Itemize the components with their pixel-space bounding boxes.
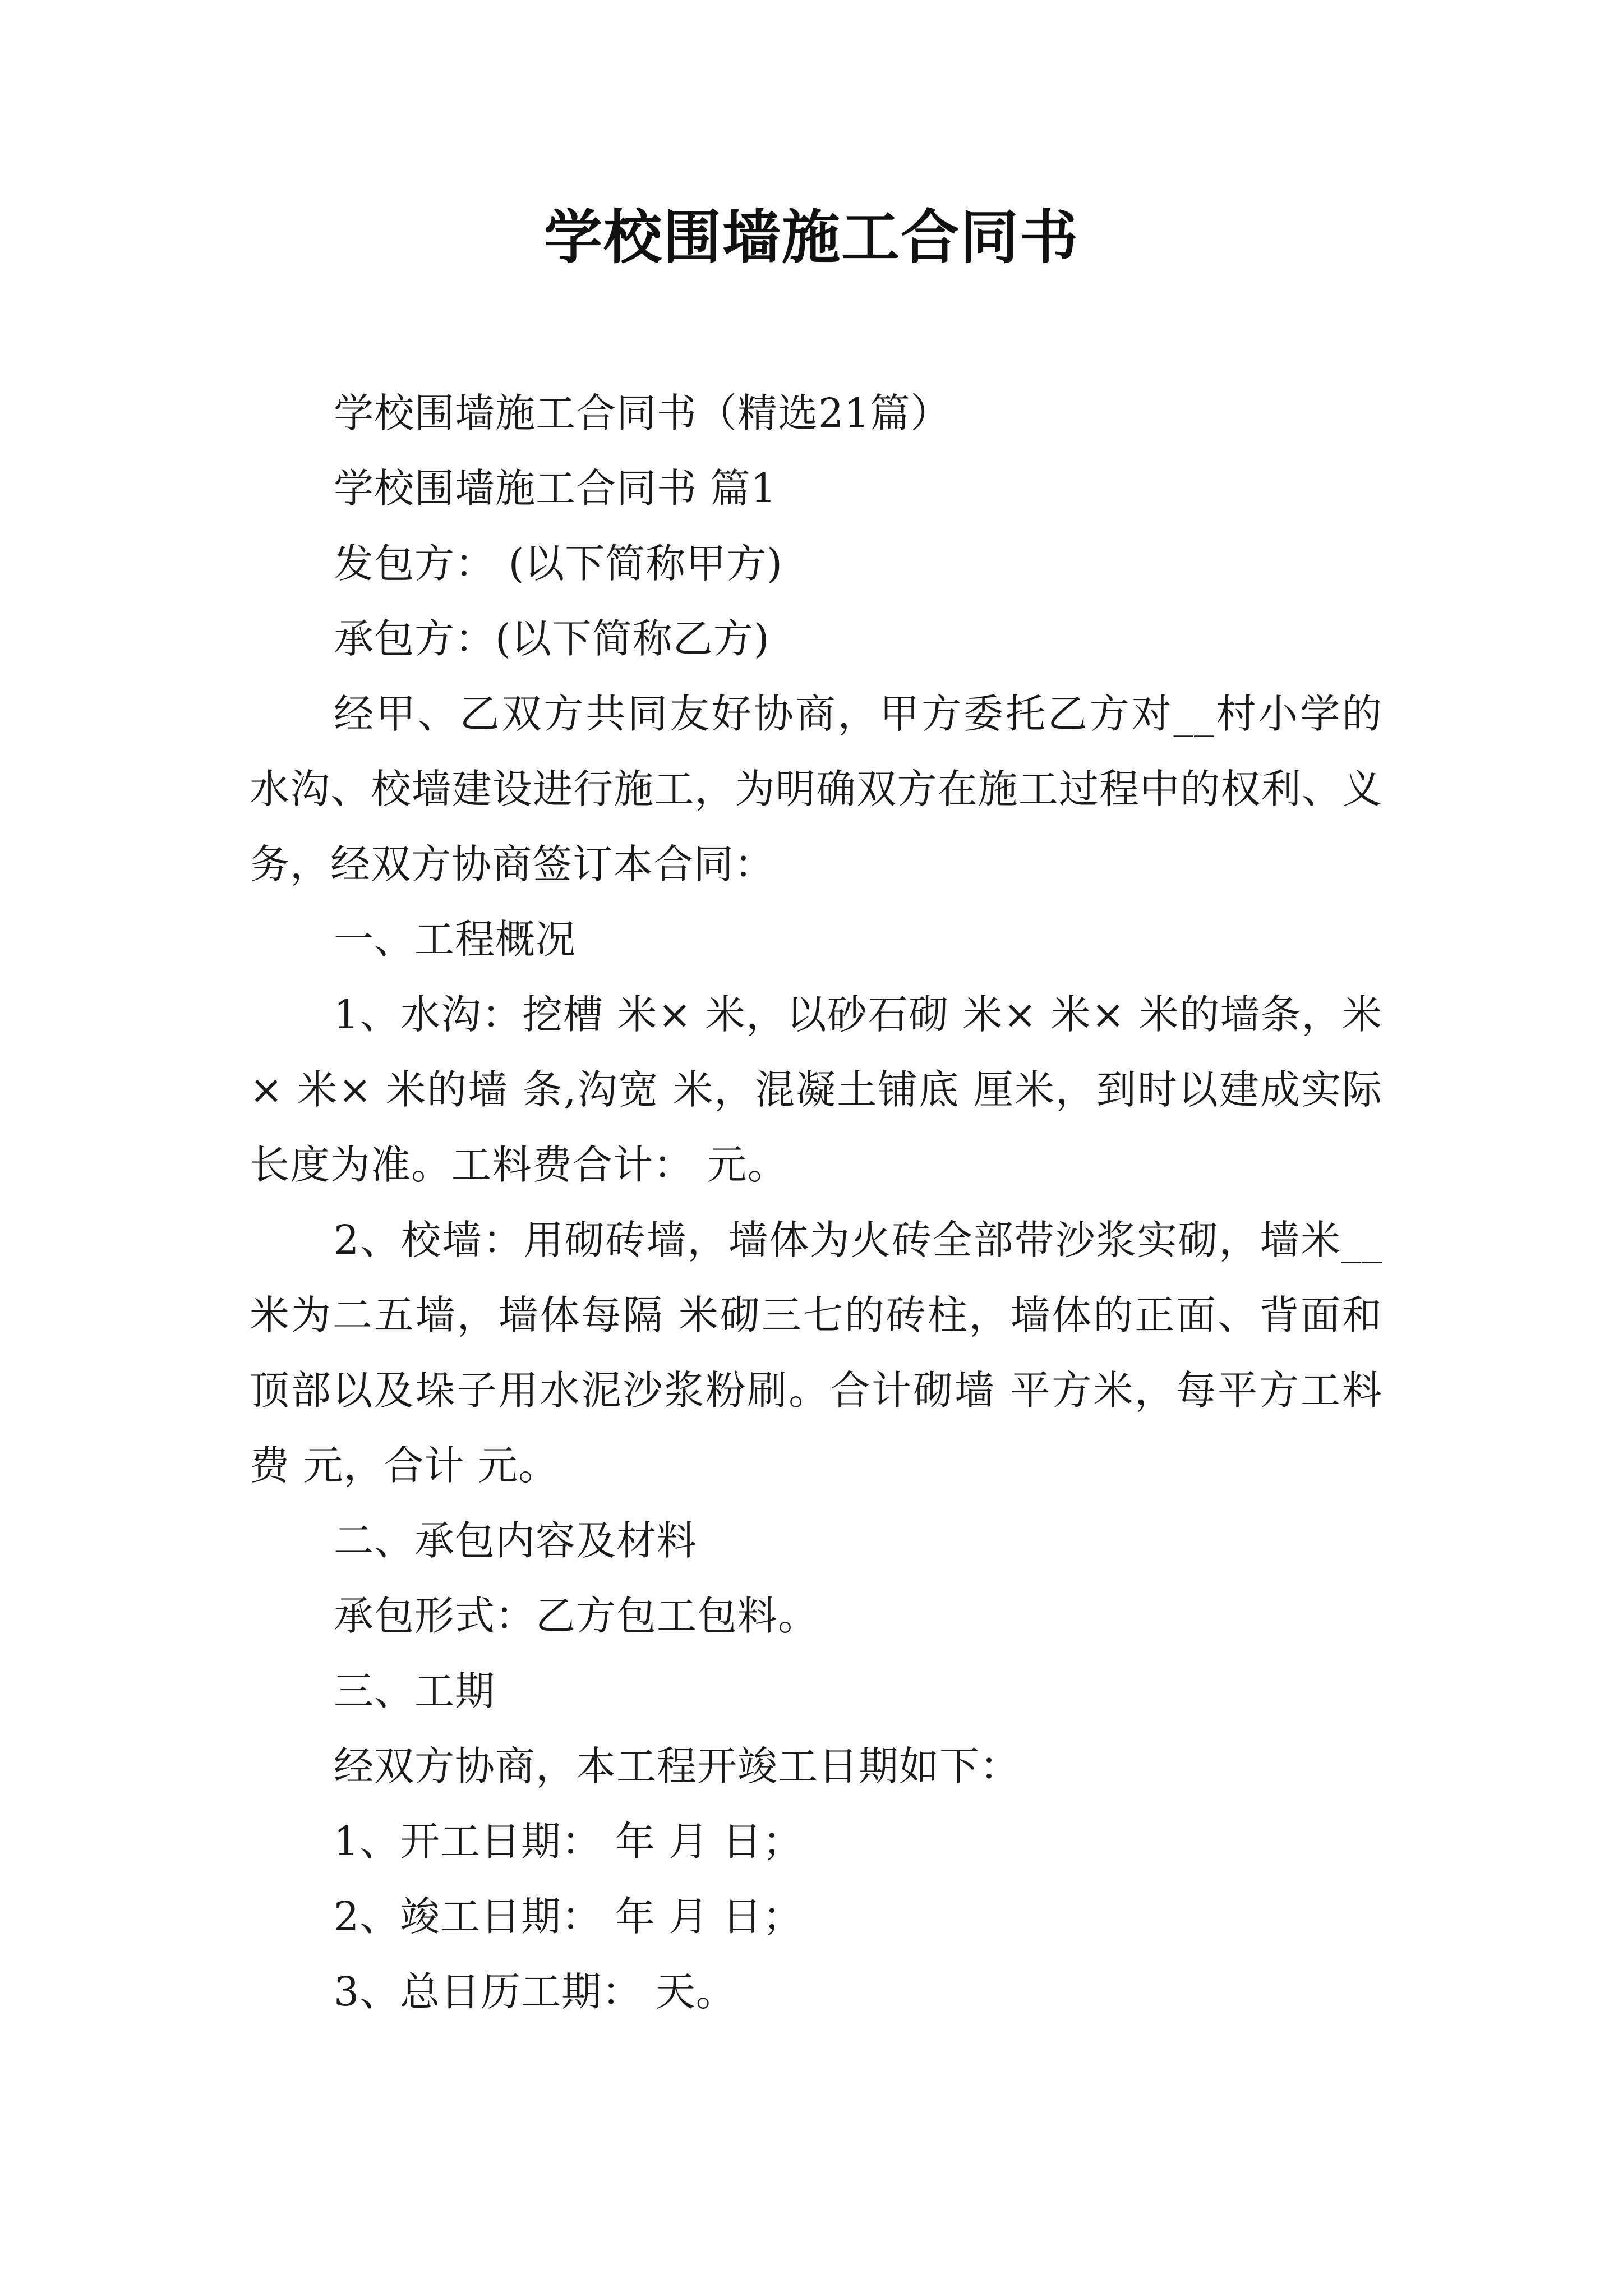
document-title: 学校围墙施工合同书 xyxy=(543,203,1079,272)
paragraph-wall: 2、校墙：用砌砖墙，墙体为火砖全部带沙浆实砌，墙米__米为二五墙，墙体每隔 米砌三七的砖柱，墙体的正面、背面和顶部以及垛子用水泥沙浆粉刷。合计砌墙 平方米，每平方工料费 元，合计 元。 xyxy=(250,1217,1382,1489)
paragraph-start-date: 1、开工日期： 年 月 日； xyxy=(334,1818,803,1865)
paragraph-ditch: 1、水沟：挖槽 米× 米，以砂石砌 米× 米× 米的墙条，米× 米× 米的墙 条,沟宽 米，混凝土铺底 厘米，到时以建成实际长度为准。工料费合计： 元。 xyxy=(250,991,1382,1188)
paragraph-subtitle: 学校围墙施工合同书（精选21篇） xyxy=(334,390,951,436)
paragraph-heading-schedule: 三、工期 xyxy=(334,1668,496,1714)
paragraph-heading-contract: 二、承包内容及材料 xyxy=(334,1517,698,1564)
paragraph-contract-form: 承包形式：乙方包工包料。 xyxy=(334,1593,819,1639)
paragraph-schedule-intro: 经双方协商，本工程开竣工日期如下： xyxy=(334,1743,1021,1789)
paragraph-party-a: 发包方： (以下简称甲方) xyxy=(334,540,783,587)
paragraph-total-days: 3、总日历工期： 天。 xyxy=(334,1968,736,2015)
paragraph-heading-overview: 一、工程概况 xyxy=(334,916,577,963)
document-body xyxy=(250,376,1382,2030)
paragraph-end-date: 2、竣工日期： 年 月 日； xyxy=(334,1893,803,1940)
paragraph-party-b: 承包方：(以下简称乙方) xyxy=(334,615,770,662)
paragraph-preamble: 经甲、乙双方共同友好协商，甲方委托乙方对__村小学的水沟、校墙建设进行施工，为明确双方在施工过程中的权利、义务，经双方协商签订本合同： xyxy=(250,691,1382,887)
paragraph-section-heading: 学校围墙施工合同书 篇1 xyxy=(334,465,777,512)
